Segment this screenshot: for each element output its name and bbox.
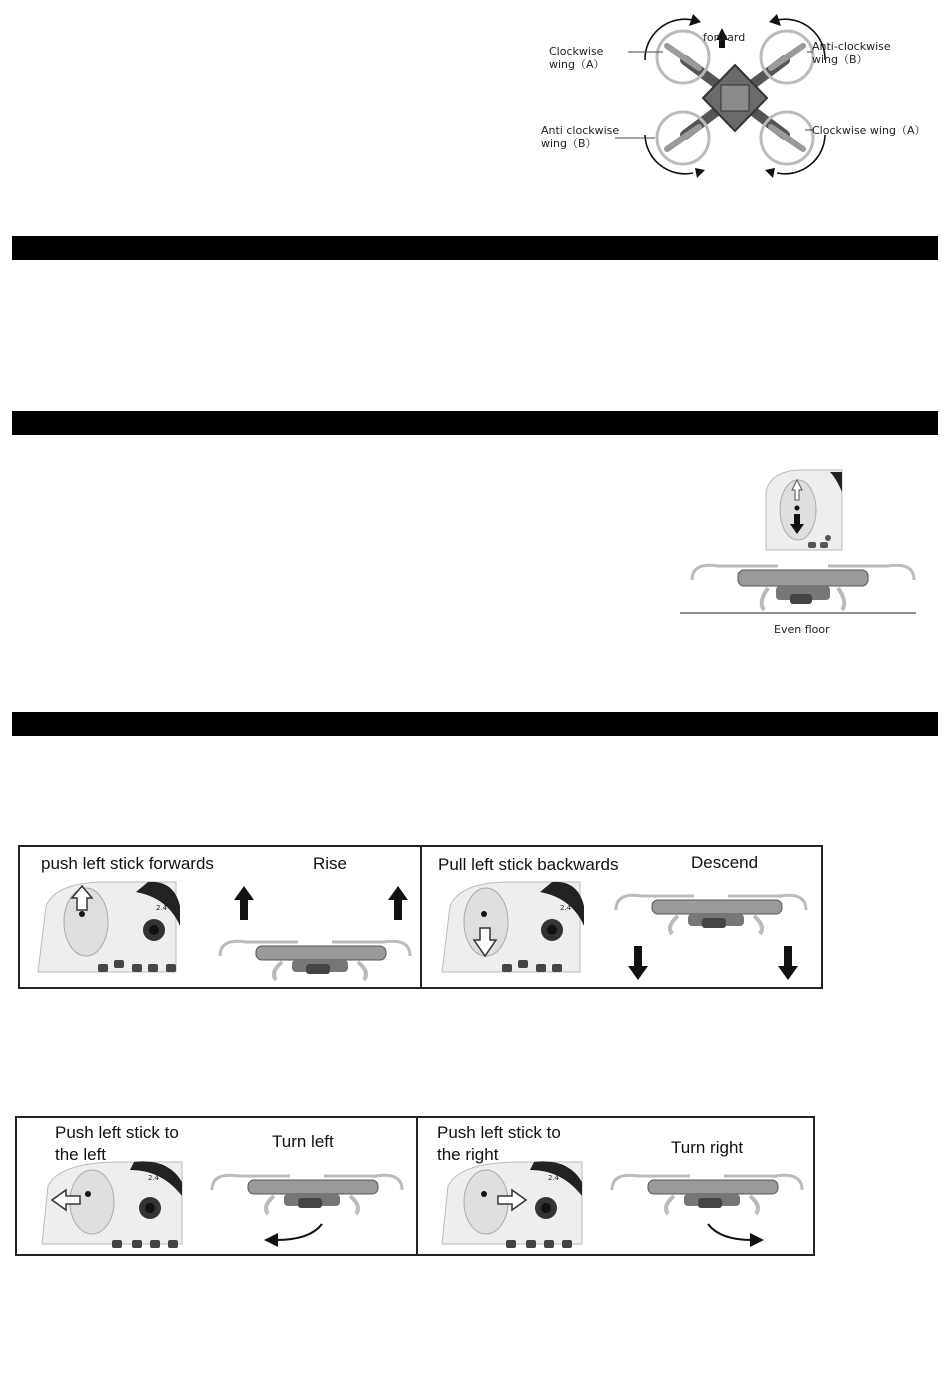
push-right-caption: Push left stick to the right: [437, 1123, 561, 1164]
controller-stick-down-drone-descend: [440, 876, 820, 986]
pull-backward-caption: Pull left stick backwards: [438, 855, 619, 874]
takeoff-illustration: [678, 462, 928, 642]
anticlockwise-wing-b-top-label: Anti-clockwise wing（B）: [812, 40, 891, 66]
even-floor-label: Even floor: [774, 623, 830, 636]
wing-diagram: [535, 10, 935, 180]
section-header-bar-1: [12, 236, 938, 260]
panel-divider: [416, 1118, 418, 1254]
turn-left-illustration: [40, 1156, 412, 1252]
panel-divider: [420, 847, 422, 987]
controller-stick-right-drone-turn-right: [440, 1156, 812, 1252]
push-forward-caption: push left stick forwards: [41, 854, 214, 873]
section-header-bar-2: [12, 411, 938, 435]
controller-stick-up-drone-rise: [36, 876, 416, 986]
rise-caption: Rise: [313, 854, 348, 873]
descend-caption: Descend: [691, 853, 759, 872]
clockwise-wing-a-top-label: Clockwise wing（A）: [549, 45, 605, 71]
turn-right-caption: Turn right: [671, 1138, 744, 1157]
controller-and-drone-on-floor: [678, 462, 928, 642]
section-header-bar-3: [12, 712, 938, 736]
forward-label: forward: [703, 31, 746, 44]
controller-badge: 2.4: [156, 904, 168, 912]
controller-badge: 2.4: [148, 1174, 160, 1182]
controller-badge: 2.4: [560, 904, 572, 912]
controller-badge: 2.4: [548, 1174, 560, 1182]
descend-illustration: [440, 876, 820, 986]
turn-left-caption: Turn left: [272, 1132, 334, 1151]
turn-right-illustration: [440, 1156, 812, 1252]
push-left-caption: Push left stick to the left: [55, 1123, 179, 1164]
rise-illustration: [36, 876, 416, 986]
controller-stick-left-drone-turn-left: [40, 1156, 412, 1252]
clockwise-wing-a-bottom-label: Clockwise wing（A）: [812, 124, 926, 137]
anticlockwise-wing-b-bottom-label: Anti clockwise wing（B）: [541, 124, 620, 150]
